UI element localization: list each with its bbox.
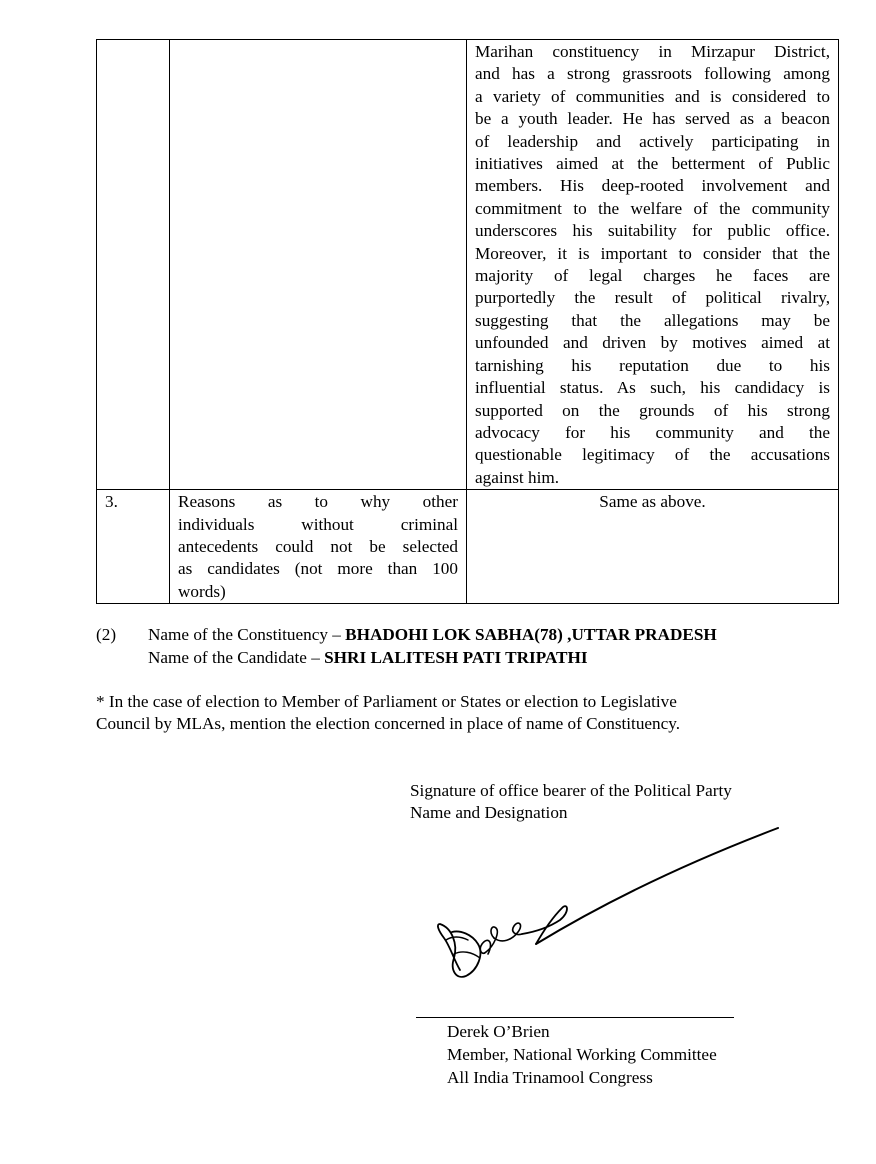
row-answer-cell — [467, 490, 839, 604]
reasons-line: tarnishing his reputation due to his — [475, 355, 830, 375]
row-number: 3. — [105, 492, 118, 512]
signatory-designation: Member, National Working Committee — [447, 1045, 717, 1064]
reasons-line: initiatives aimed at the betterment of Public — [475, 154, 830, 174]
reasons-line: suggesting that the allegations may be — [475, 310, 830, 330]
row-question-cell — [170, 490, 467, 604]
reasons-line: of leadership and actively participating in — [475, 131, 830, 151]
reasons-line: members. His deep-rooted involvement and — [475, 176, 830, 196]
constituency-line — [148, 624, 717, 646]
reasons-line: unfounded and driven by motives aimed at — [475, 333, 830, 353]
reasons-line: purportedly the result of political rivalry, — [475, 288, 830, 308]
footnote-line-2: Council by MLAs, mention the election concerned in place of name of Constituency. — [96, 714, 681, 733]
signature-heading-1: Signature of office bearer of the Political Party — [410, 781, 732, 800]
row-question-cell — [170, 40, 467, 490]
details-table — [96, 39, 839, 604]
reasons-line: majority of legal charges he faces are — [475, 266, 830, 286]
question-line: individuals without criminal — [178, 514, 458, 534]
reasons-cell — [467, 40, 839, 490]
signature-line — [416, 1017, 734, 1018]
reasons-line: supported on the grounds of his strong — [475, 400, 830, 420]
handwritten-signature — [432, 820, 792, 990]
reasons-text — [475, 41, 830, 489]
question-line: as candidates (not more than 100 — [178, 559, 458, 579]
signatory-name: Derek O’Brien — [447, 1022, 550, 1041]
reasons-line: against him. — [475, 467, 560, 487]
reasons-line: Moreover, it is important to consider that the — [475, 243, 830, 263]
question-line: Reasons as to why other — [178, 492, 458, 512]
reasons-line: be a youth leader. He has served as a beacon — [475, 109, 830, 129]
row-question-text — [178, 491, 458, 603]
candidate-value: SHRI LALITESH PATI TRIPATHI — [324, 648, 588, 667]
row-number-cell — [97, 40, 170, 490]
signatory-party: All India Trinamool Congress — [447, 1068, 653, 1087]
reasons-line: questionable legitimacy of the accusations — [475, 445, 830, 465]
candidate-line — [148, 647, 588, 669]
question-line: antecedents could not be selected — [178, 536, 458, 556]
candidate-label: Name of the Candidate – — [148, 648, 325, 667]
reasons-line: Marihan constituency in Mirzapur District, — [475, 42, 830, 61]
reasons-line: advocacy for his community and the — [475, 422, 830, 442]
table-row-continued — [97, 40, 839, 490]
reasons-line: underscores his suitability for public office. — [475, 221, 830, 241]
reasons-line: and has a strong grassroots following among — [475, 64, 830, 84]
row-answer: Same as above. — [599, 492, 706, 512]
constituency-label: Name of the Constituency – — [148, 625, 346, 644]
section-2-marker: (2) — [96, 625, 117, 644]
constituency-value: BHADOHI LOK SABHA(78) ,UTTAR PRADESH — [345, 625, 717, 644]
signature-heading-2: Name and Designation — [410, 803, 568, 822]
footnote-line-1: * In the case of election to Member of Parliament or States or election to Legislative — [96, 692, 677, 711]
reasons-line: commitment to the welfare of the community — [475, 198, 830, 218]
reasons-line: a variety of communities and is considered to — [475, 86, 830, 106]
table-row-3 — [97, 490, 839, 604]
reasons-line: influential status. As such, his candidacy is — [475, 378, 830, 398]
row-number-cell — [97, 490, 170, 604]
question-line: words) — [178, 581, 226, 601]
